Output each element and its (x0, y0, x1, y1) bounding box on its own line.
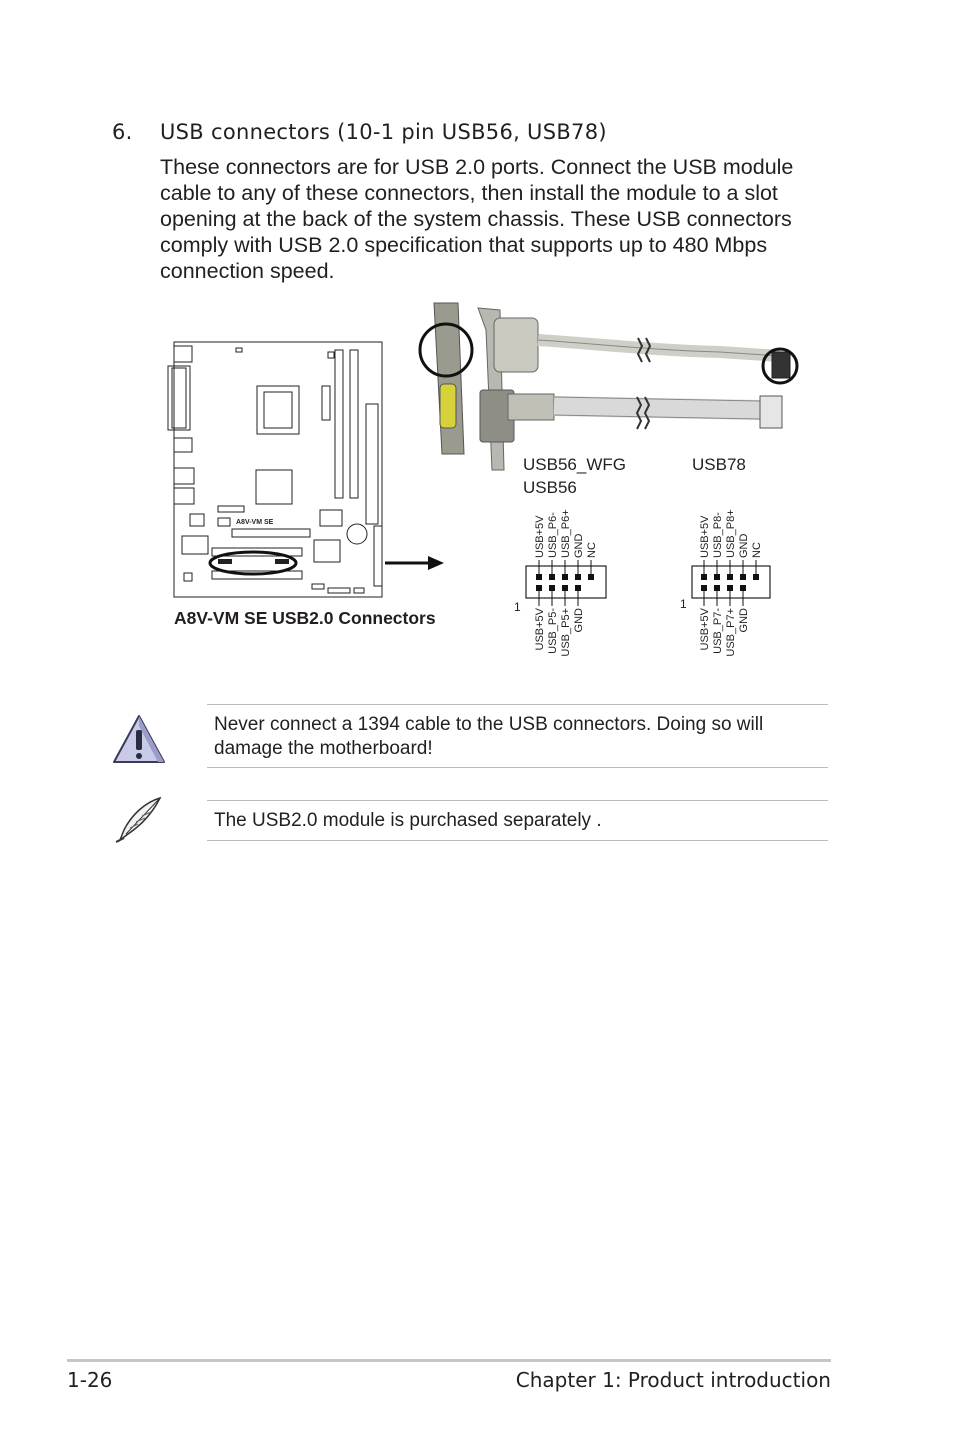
usb56-bottom-pin-label: USB_P5- (547, 608, 559, 654)
warning-top-rule (207, 704, 828, 705)
usb56-label: USB56 (523, 478, 577, 497)
usb56-bottom-pin-label: USB_P5+ (560, 608, 572, 657)
feather-pen-icon (110, 794, 166, 846)
usb-module-cables (538, 340, 790, 428)
warning-text: Never connect a 1394 cable to the USB connectors. Doing so will damage the motherboard! (214, 714, 764, 759)
usb-headers-on-board (218, 559, 289, 564)
usb56-bottom-pin (536, 585, 542, 591)
usb78-top-pin (740, 574, 746, 580)
usb78-bottom-pin-label: USB_P7- (712, 608, 724, 654)
usb56-top-pin-label: USB_P6+ (560, 509, 572, 558)
usb78-bottom-pin (740, 585, 746, 591)
usb78-bottom-pin (701, 585, 707, 591)
usb56-bottom-pin (562, 585, 568, 591)
usb78-bottom-pin (727, 585, 733, 591)
section-number: 6. (112, 120, 133, 144)
usb78-top-pin (753, 574, 759, 580)
usb56-top-pin-label: USB_P6- (547, 512, 559, 558)
footer-rule (67, 1359, 831, 1362)
usb56-pin-header (514, 566, 606, 614)
usb56-top-pin (549, 574, 555, 580)
usb78-top-pin-label: NC (751, 542, 763, 558)
usb56-top-pin (575, 574, 581, 580)
usb78-top-pin (714, 574, 720, 580)
usb-connector-diagram (0, 290, 954, 690)
usb78-bottom-pin-label: GND (738, 608, 750, 633)
note-top-rule (207, 800, 828, 801)
usb56-bottom-pin-label: USB+5V (534, 608, 546, 651)
page-number: 1-26 (67, 1368, 113, 1392)
board-label: A8V-VM SE (236, 519, 274, 526)
warning-bottom-rule (207, 767, 828, 768)
usb78-top-pin-label: USB_P8+ (725, 509, 737, 558)
usb56-top-pin (588, 574, 594, 580)
pointer-arrowhead (428, 556, 444, 570)
usb-module-bracket (434, 303, 554, 470)
section-title: USB connectors (10-1 pin USB56, USB78) (160, 120, 607, 144)
usb56-top-pin-label: USB+5V (534, 515, 546, 558)
section-heading (112, 120, 607, 144)
usb78-top-pin (727, 574, 733, 580)
usb78-bottom-pin-label: USB+5V (699, 608, 711, 651)
usb78-bottom-pin (714, 585, 720, 591)
usb78-top-pin-label: USB_P8- (712, 512, 724, 558)
usb78-top-pin-label: GND (738, 533, 750, 558)
warning-triangle-icon (110, 712, 168, 766)
section-body: These connectors are for USB 2.0 ports. Connect the USB module cable to any of these connectors, then install the module to a slot opening at the back of the system chassis. These USB connectors comply with USB 2.0 specification that supports up to 480 Mbps connection speed. (160, 155, 794, 283)
usb56-top-pin-label: GND (573, 533, 585, 558)
chapter-title: Chapter 1: Product introduction (515, 1368, 831, 1392)
usb56-pin-one: 1 (514, 600, 521, 614)
usb56-bottom-pin (575, 585, 581, 591)
note-text: The USB2.0 module is purchased separately . (214, 810, 602, 831)
usb78-top-pin-label: USB+5V (699, 515, 711, 558)
note-bottom-rule (207, 840, 828, 841)
usb78-top-pin (701, 574, 707, 580)
pin-layer (534, 509, 763, 656)
usb56-top-pin (562, 574, 568, 580)
usb56-bottom-pin-label: GND (573, 608, 585, 633)
usb56-label-wfg: USB56_WFG (523, 455, 626, 474)
diagram-caption: A8V-VM SE USB2.0 Connectors (174, 608, 436, 628)
usb56-bottom-pin (549, 585, 555, 591)
usb56-top-pin-label: NC (586, 542, 598, 558)
usb78-bottom-pin-label: USB_P7+ (725, 608, 737, 657)
usb78-pin-one: 1 (680, 597, 687, 611)
usb56-top-pin (536, 574, 542, 580)
motherboard-layout (168, 342, 382, 597)
usb78-label: USB78 (692, 455, 746, 474)
